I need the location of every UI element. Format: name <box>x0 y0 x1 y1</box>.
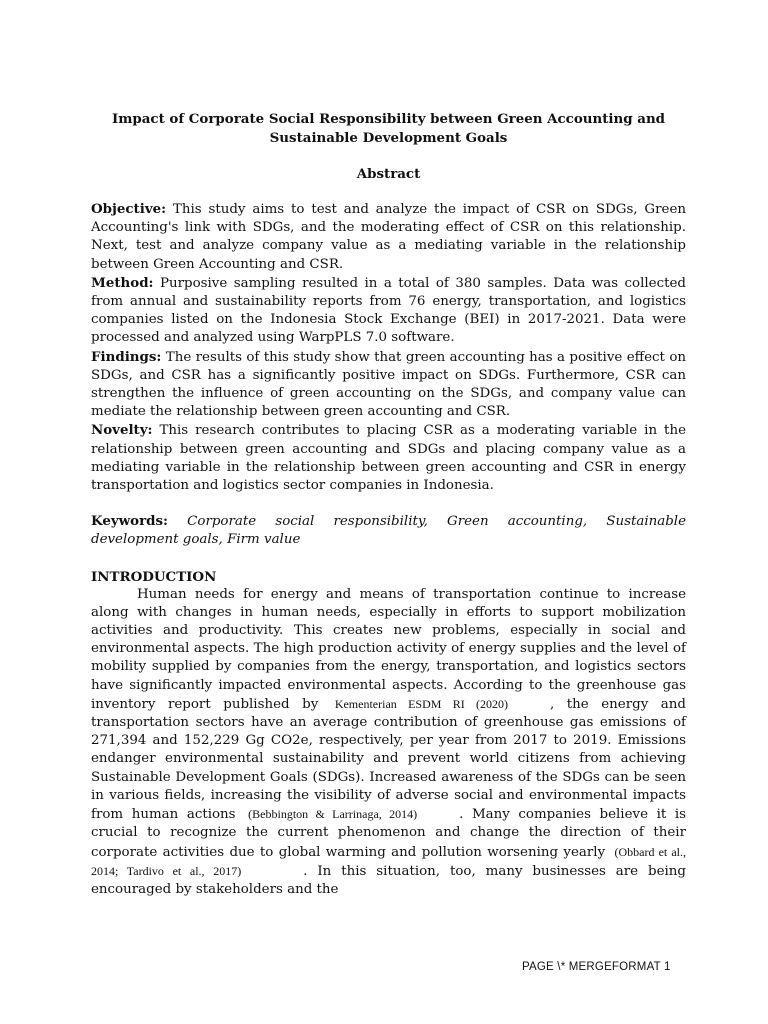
introduction-paragraph <box>91 586 686 899</box>
abstract-method <box>91 274 686 348</box>
objective-label: Objective: <box>91 201 167 217</box>
introduction-heading: INTRODUCTION <box>91 568 217 585</box>
paper-title: Impact of Corporate Social Responsibility between Green Accounting and Sustainable Development Goals <box>111 111 666 146</box>
abstract-findings <box>91 348 686 422</box>
intro-text-1: Human needs for energy and means of transportation continue to increase along with changes in human needs, especially in efforts to support mobilization activities and productivity. This creates new problems, especially in social and environmental aspects. The high production activity of energy supplies and the level of mobility supplied by companies from the energy, transportation, and logistics sectors have significantly impacted environmental aspects. According to the greenhouse gas inventory report published by <box>91 586 686 712</box>
abstract-novelty <box>91 421 686 495</box>
novelty-label: Novelty: <box>91 422 153 439</box>
novelty-text: This research contributes to placing CSR as a moderating variable in the relationship between green accounting and SDGs and placing company value as a mediating variable in the relationship between green accounting and CSR in energy transportation and logistics sector companies in Indonesia. <box>91 423 686 494</box>
intro-text-4: . In this situation, too, many businesses are being encouraged by stakeholders and the <box>91 863 686 897</box>
abstract-heading: Abstract <box>356 166 421 182</box>
keywords-terms: Corporate social responsibility, Green accounting, Sustainable development goals, Firm value <box>91 514 686 548</box>
paper-page <box>91 110 686 899</box>
citation-bebbington: (Bebbington & Larrinaga, 2014) <box>248 807 418 822</box>
citation-obbard-tardivo: (Obbard et al., 2014; Tardivo et al., 2017) <box>91 844 686 878</box>
intro-text-3: . Many companies believe it is crucial to recognize the current phenomenon and change the direction of their corporate activities due to global warming and pollution worsening yearly <box>91 807 686 860</box>
page-footer: PAGE \* MERGEFORMAT 1 <box>522 961 671 973</box>
keywords <box>91 512 686 549</box>
findings-label: Findings: <box>91 348 162 365</box>
method-label: Method: <box>91 274 154 291</box>
keywords-label: Keywords: <box>91 513 169 530</box>
objective-text: This study aims to test and analyze the impact of CSR on SDGs, Green Accounting's link with SDGs, and the moderating effect of CSR on this relationship. Next, test and analyze company value as a mediating variable in the relationship between Green Accounting and CSR. <box>91 202 686 272</box>
citation-esdm: Kementerian ESDM RI (2020) <box>334 696 508 711</box>
intro-text-2: , the energy and transportation sectors have an average contribution of greenhouse gas emissions of 271,394 and 152,229 Gg CO2e, respectively, per year from 2017 to 2019. Emissions endanger environmental sustainability and prevent world citizens from achieving Sustainable Development Goals (SDGs). Increased awareness of the SDGs can be seen in various fields, increasing the visibility of adverse social and environmental impacts from human actions <box>91 696 686 823</box>
findings-text: The results of this study show that green accounting has a positive effect on SDGs, and CSR has a significantly positive impact on SDGs. Furthermore, CSR can strengthen the influence of green accounting on the SDGs, and company value can mediate the relationship between green accounting and CSR. <box>91 349 687 420</box>
abstract-objective <box>91 200 686 274</box>
method-text: Purposive sampling resulted in a total of 380 samples. Data was collected from annual and sustainability reports from 76 energy, transportation, and logistics companies listed on the Indonesia Stock Exchange (BEI) in 2017-2021. Data were processed and analyzed using WarpPLS 7.0 software. <box>91 275 686 346</box>
